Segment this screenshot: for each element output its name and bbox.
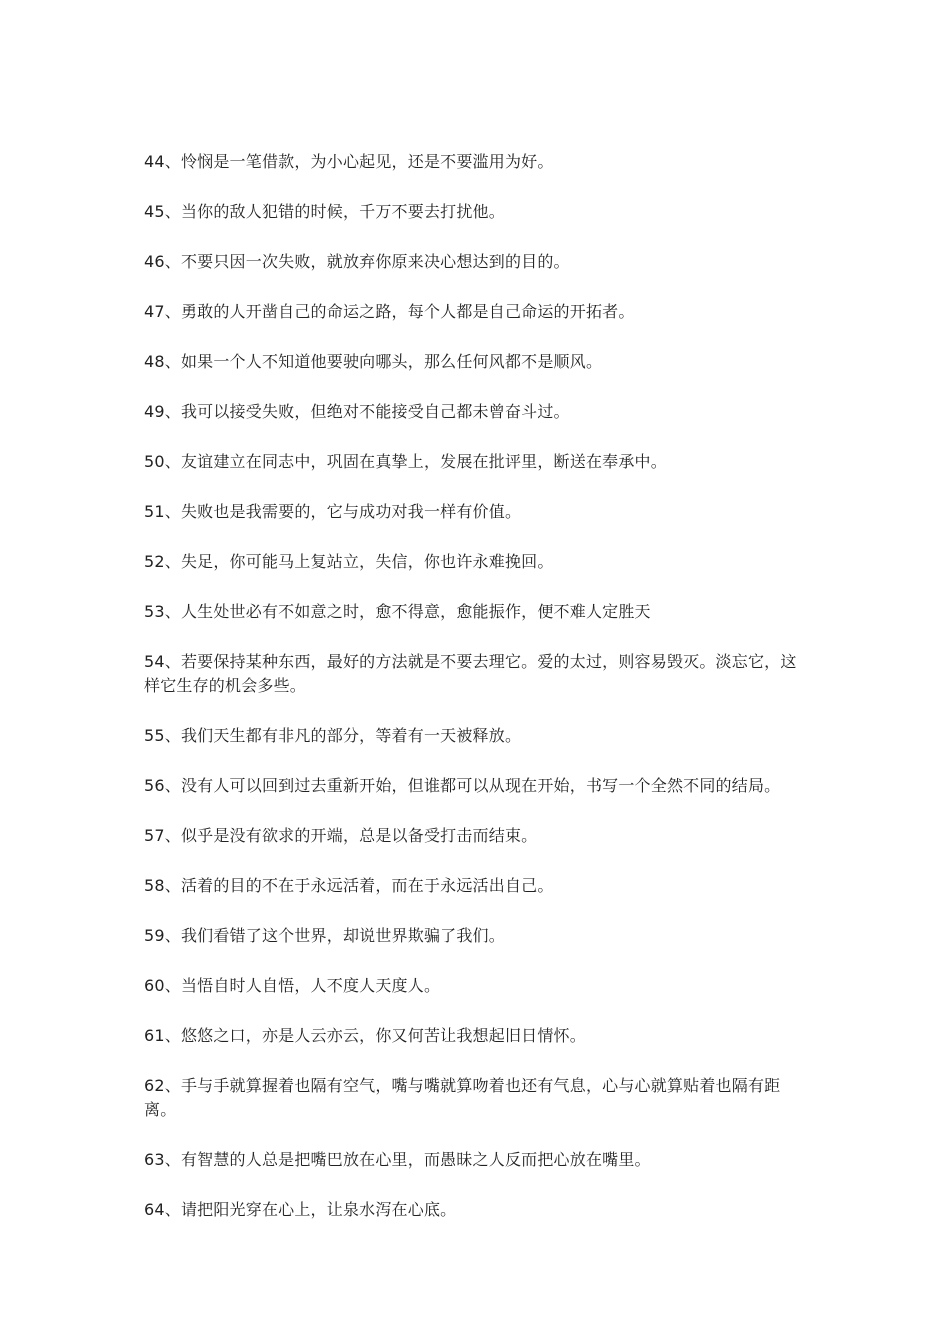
quote-54: 54、若要保持某种东西，最好的方法就是不要去理它。爱的太过，则容易毁灭。淡忘它，这样它生存的机会多些。 bbox=[144, 652, 797, 695]
quote-47: 47、勇敢的人开凿自己的命运之路，每个人都是自己命运的开拓者。 bbox=[144, 302, 635, 321]
quote-45: 45、当你的敌人犯错的时候，千万不要去打扰他。 bbox=[144, 202, 505, 221]
quote-49: 49、我可以接受失败，但绝对不能接受自己都未曾奋斗过。 bbox=[144, 402, 570, 421]
quote-63: 63、有智慧的人总是把嘴巴放在心里，而愚昧之人反而把心放在嘴里。 bbox=[144, 1150, 651, 1169]
quote-48: 48、如果一个人不知道他要驶向哪头，那么任何风都不是顺风。 bbox=[144, 352, 603, 371]
quote-59: 59、我们看错了这个世界，却说世界欺骗了我们。 bbox=[144, 926, 505, 945]
quote-62: 62、手与手就算握着也隔有空气，嘴与嘴就算吻着也还有气息，心与心就算贴着也隔有距离。 bbox=[144, 1076, 781, 1119]
quote-61: 61、悠悠之口，亦是人云亦云，你又何苦让我想起旧日情怀。 bbox=[144, 1026, 586, 1045]
quote-58: 58、活着的目的不在于永远活着，而在于永远活出自己。 bbox=[144, 876, 554, 895]
quote-44: 44、怜悯是一笔借款，为小心起见，还是不要滥用为好。 bbox=[144, 152, 554, 171]
document-page bbox=[144, 150, 806, 1248]
quote-52: 52、失足，你可能马上复站立，失信，你也许永难挽回。 bbox=[144, 552, 554, 571]
quote-46: 46、不要只因一次失败，就放弃你原来决心想达到的目的。 bbox=[144, 252, 570, 271]
quote-53: 53、人生处世必有不如意之时，愈不得意，愈能振作，便不难人定胜天 bbox=[144, 602, 651, 621]
quote-64: 64、请把阳光穿在心上，让泉水泻在心底。 bbox=[144, 1200, 457, 1219]
quote-51: 51、失败也是我需要的，它与成功对我一样有价值。 bbox=[144, 502, 522, 521]
quote-57: 57、似乎是没有欲求的开端，总是以备受打击而结束。 bbox=[144, 826, 538, 845]
quote-55: 55、我们天生都有非凡的部分，等着有一天被释放。 bbox=[144, 726, 522, 745]
quote-56: 56、没有人可以回到过去重新开始，但谁都可以从现在开始，书写一个全然不同的结局。 bbox=[144, 776, 781, 795]
quote-60: 60、当悟自时人自悟，人不度人天度人。 bbox=[144, 976, 441, 995]
quote-50: 50、友谊建立在同志中，巩固在真挚上，发展在批评里，断送在奉承中。 bbox=[144, 452, 667, 471]
